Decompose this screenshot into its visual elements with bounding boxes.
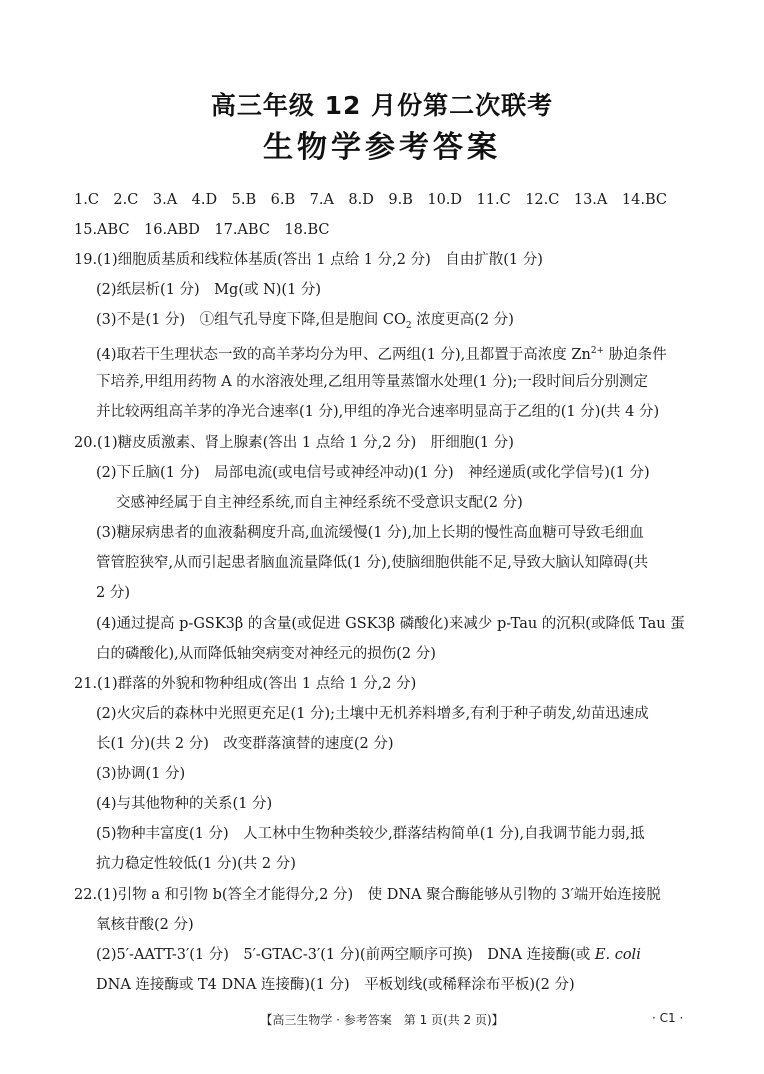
page-code: · C1 ·: [652, 1011, 684, 1025]
q22-line-1: 22.(1)引物 a 和引物 b(答全才能得分,2 分) 使 DNA 聚合酶能够从引物的 3′端开始连接脱: [74, 887, 661, 903]
mc-answers-line-2: 15.ABC 16.ABD 17.ABC 18.BC: [74, 222, 330, 238]
q22-line-4: DNA 连接酶或 T4 DNA 连接酶)(1 分) 平板划线(或稀释涂布平板)(2 分): [96, 977, 575, 993]
q19-line-4: (4)取若干生理状态一致的高羊茅均分为甲、乙两组(1 分),且都置于高浓度 $Zn^{2+}$ 胁迫条件: [96, 346, 667, 363]
q21-line-1: 21.(1)群落的外貌和物种组成(答出 1 点给 1 分,2 分): [74, 676, 417, 692]
mc-answers-line-1: 1.C 2.C 3.A 4.D 5.B 6.B 7.A 8.D 9.B 10.D 11.C 12.C 13.A 14.BC: [74, 192, 667, 208]
q20-line-1: 20.(1)糖皮质激素、肾上腺素(答出 1 点给 1 分,2 分) 肝细胞(1 分): [74, 435, 514, 451]
q20-line-4: (3)糖尿病患者的血液黏稠度升高,血流缓慢(1 分),加上长期的慢性高血糖可导致毛细血: [96, 525, 644, 541]
q21-line-6: (5)物种丰富度(1 分) 人工林中生物种类较少,群落结构简单(1 分),自我调节能力弱,抵: [96, 826, 645, 842]
q22-line-2: 氧核苷酸(2 分): [96, 917, 194, 933]
q21-line-5: (4)与其他物种的关系(1 分): [96, 796, 273, 812]
q21-line-2: (2)火灾后的森林中光照更充足(1 分);土壤中无机养料增多,有利于种子萌发,幼苗迅速成: [96, 706, 649, 722]
q21-line-4: (3)协调(1 分): [96, 766, 186, 782]
q20-line-6: 2 分): [96, 585, 130, 601]
q20-line-7: (4)通过提高 p-GSK3β 的含量(或促进 GSK3β 磷酸化)来减少 p-Tau 的沉积(或降低 Tau 蛋: [96, 616, 685, 632]
q20-line-2: (2)下丘脑(1 分) 局部电流(或电信号或神经冲动)(1 分) 神经递质(或化学信号)(1 分): [96, 465, 650, 481]
q21-line-3: 长(1 分)(共 2 分) 改变群落演替的速度(2 分): [96, 736, 394, 752]
page-footer: 【高三生物学 · 参考答案 第 1 页(共 2 页)】: [260, 1013, 504, 1027]
page-title: 高三年级 12 月份第二次联考: [210, 91, 554, 120]
q19-line-3: (3)不是(1 分) ①组气孔导度下降,但是胞间 $CO_2$ 浓度更高(2 分): [96, 312, 514, 331]
q19-line-6: 并比较两组高羊茅的净光合速率(1 分),甲组的净光合速率明显高于乙组的(1 分)(共 4 分): [96, 404, 660, 420]
page-subtitle: 生物学参考答案: [263, 130, 501, 165]
q20-line-3: 交感神经属于自主神经系统,而自主神经系统不受意识支配(2 分): [116, 495, 523, 511]
q19-line-5: 下培养,甲组用药物 A 的水溶液处理,乙组用等量蒸馏水处理(1 分);一段时间后分别测定: [96, 374, 648, 390]
q20-line-8: 白的磷酸化),从而降低轴突病变对神经元的损伤(2 分): [96, 646, 436, 662]
q20-line-5: 管管腔狭窄,从而引起患者脑血流量降低(1 分),使脑细胞供能不足,导致大脑认知障碍(共: [96, 555, 649, 571]
q22-line-3: (2)5′-AATT-3′(1 分) 5′-GTAC-3′(1 分)(前两空顺序可换) DNA 连接酶(或 E. coli: [96, 947, 641, 963]
q21-line-7: 抗力稳定性较低(1 分)(共 2 分): [96, 856, 296, 872]
q19-line-2: (2)纸层析(1 分) Mg(或 N)(1 分): [96, 282, 322, 298]
q19-line-1: 19.(1)细胞质基质和线粒体基质(答出 1 点给 1 分,2 分) 自由扩散(1 分): [74, 252, 543, 268]
